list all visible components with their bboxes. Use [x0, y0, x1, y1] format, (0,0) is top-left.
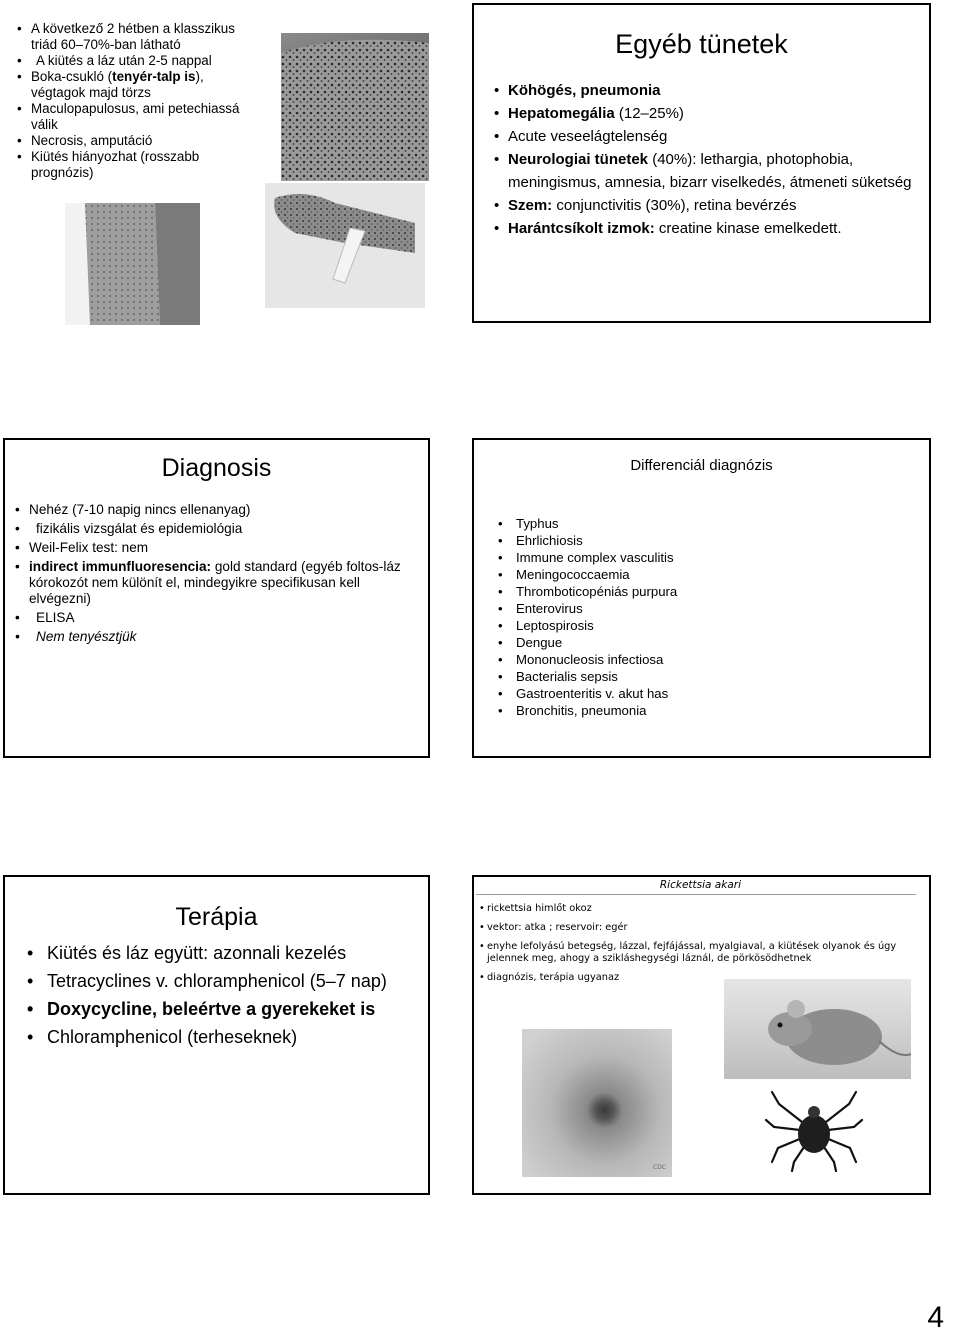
differential-item: • Meningococcaemia	[496, 566, 916, 583]
slide-title: Diagnosis	[161, 454, 272, 482]
arm-rash-photo	[65, 203, 200, 325]
diagnosis-list	[13, 502, 413, 645]
symptom-item: • Szem: conjunctivitis (30%), retina bevérzés	[492, 194, 912, 217]
differential-item: • Leptospirosis	[496, 617, 916, 634]
diagnosis-item: • Weil-Felix test: nem	[13, 540, 413, 556]
differential-item: • Enterovirus	[496, 600, 916, 617]
rash-bullet: • Maculopapulosus, ami petechiassá válik	[15, 101, 260, 133]
slide-caption: Rickettsia akari	[659, 879, 741, 891]
slide-diagnosis	[3, 438, 430, 758]
eschar-photo	[522, 1029, 672, 1177]
therapy-item: • Kiütés és láz együtt: azonnali kezelés	[25, 941, 420, 966]
akari-item: • enyhe lefolyású betegség, lázzal, fejfájással, myalgiaval, a kiütések olyanok és úgy jelennek meg, ahogy a szikláshegységi láznál, de pörkösödhetnek	[477, 941, 897, 965]
page-number: 4	[927, 1301, 944, 1334]
slide-rickettsia-akari	[472, 875, 931, 1195]
mouse-photo	[724, 979, 911, 1079]
rash-bullet: • A következő 2 hétben a klasszikus triád 60–70%-ban látható	[15, 21, 260, 53]
symptom-item: • Harántcsíkolt izmok: creatine kinase emelkedett.	[492, 217, 912, 240]
symptom-list	[492, 79, 912, 240]
akari-list	[477, 903, 897, 984]
therapy-item: • Chloramphenicol (terheseknek)	[25, 1025, 420, 1050]
differential-item: • Gastroenteritis v. akut has	[496, 685, 916, 702]
differential-list	[496, 515, 916, 719]
therapy-item: • Doxycycline, beleértve a gyerekeket is	[25, 997, 420, 1022]
akari-item: • rickettsia himlőt okoz	[477, 903, 897, 915]
symptom-item: • Acute veseelágtelenség	[492, 125, 912, 148]
rash-bullet: • Necrosis, amputáció	[15, 133, 260, 149]
symptom-item: • Köhögés, pneumonia	[492, 79, 912, 102]
slide-title: Terápia	[175, 903, 258, 931]
slide-title: Differenciál diagnózis	[630, 457, 773, 474]
differential-item: • Thromboticopéniás purpura	[496, 583, 916, 600]
differential-item: • Typhus	[496, 515, 916, 532]
diagnosis-item: • fizikális vizsgálat és epidemiológia	[13, 521, 413, 537]
therapy-list	[25, 941, 420, 1050]
differential-item: • Bacterialis sepsis	[496, 668, 916, 685]
slide-rash	[3, 3, 430, 323]
hand-rash-photo	[281, 33, 429, 181]
rash-bullet-list	[15, 21, 260, 181]
tick-image	[764, 1082, 864, 1172]
rash-bullet: • A kiütés a láz után 2-5 nappal	[15, 53, 260, 69]
slide-other-symptoms	[472, 3, 931, 323]
differential-item: • Mononucleosis infectiosa	[496, 651, 916, 668]
diagnosis-item: • indirect immunfluoresencia: gold standard (egyéb foltos-láz kórokozót nem különít el, mindegyikre specifikusan kell elvégezni)	[13, 559, 413, 607]
differential-item: • Dengue	[496, 634, 916, 651]
rash-bullet: • Kiütés hiányozhat (rosszabb prognózis)	[15, 149, 260, 181]
therapy-item: • Tetracyclines v. chloramphenicol (5–7 nap)	[25, 969, 420, 994]
rash-bullet: • Boka-csukló (tenyér-talp is), végtagok majd törzs	[15, 69, 260, 101]
akari-item: • diagnózis, terápia ugyanaz	[477, 972, 897, 984]
differential-item: • Ehrlichiosis	[496, 532, 916, 549]
wrist-rash-photo	[265, 183, 425, 308]
differential-item: • Bronchitis, pneumonia	[496, 702, 916, 719]
symptom-item: • Hepatomegália (12–25%)	[492, 102, 912, 125]
slide-therapy	[3, 875, 430, 1195]
cdc-watermark: CDC	[653, 1164, 666, 1171]
akari-item: • vektor: atka ; reservoir: egér	[477, 922, 897, 934]
diagnosis-item: • ELISA	[13, 610, 413, 626]
symptom-item: • Neurologiai tünetek (40%): lethargia, photophobia, meningismus, amnesia, bizarr viselkedés, átmeneti süketség	[492, 148, 912, 194]
differential-item: • Immune complex vasculitis	[496, 549, 916, 566]
slide-differential	[472, 438, 931, 758]
diagnosis-item: • Nem tenyésztjük	[13, 629, 413, 645]
diagnosis-item: • Nehéz (7-10 napig nincs ellenanyag)	[13, 502, 413, 518]
slide-title: Egyéb tünetek	[615, 29, 788, 59]
